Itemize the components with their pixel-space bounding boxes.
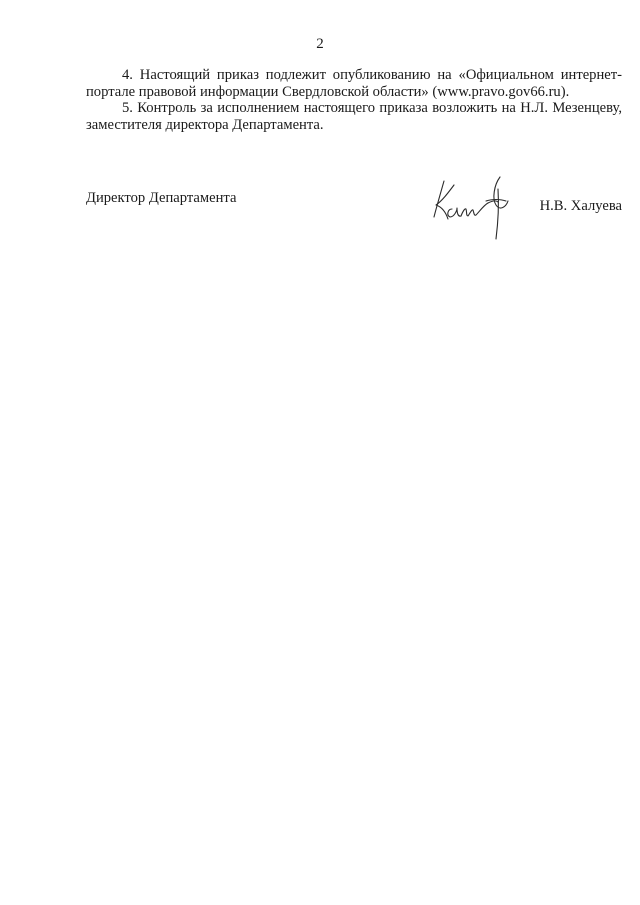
paragraph-publication: 4. Настоящий приказ подлежит опубликованию на «Официальном интернет-портале правовой информации Свердловской области» (www.pravo.gov66.ru).: [86, 67, 622, 100]
handwritten-signature: [430, 175, 530, 255]
document-body: [86, 67, 622, 133]
signer-name: Н.В. Халуева: [539, 198, 622, 214]
paragraph-control: 5. Контроль за исполнением настоящего приказа возложить на Н.Л. Мезенцеву, заместителя директора Департамента.: [86, 100, 622, 133]
page-number: 2: [316, 36, 324, 52]
signature-strokes: [434, 177, 508, 239]
signer-title: Директор Департамента: [86, 190, 237, 206]
signature-block: [86, 175, 622, 255]
